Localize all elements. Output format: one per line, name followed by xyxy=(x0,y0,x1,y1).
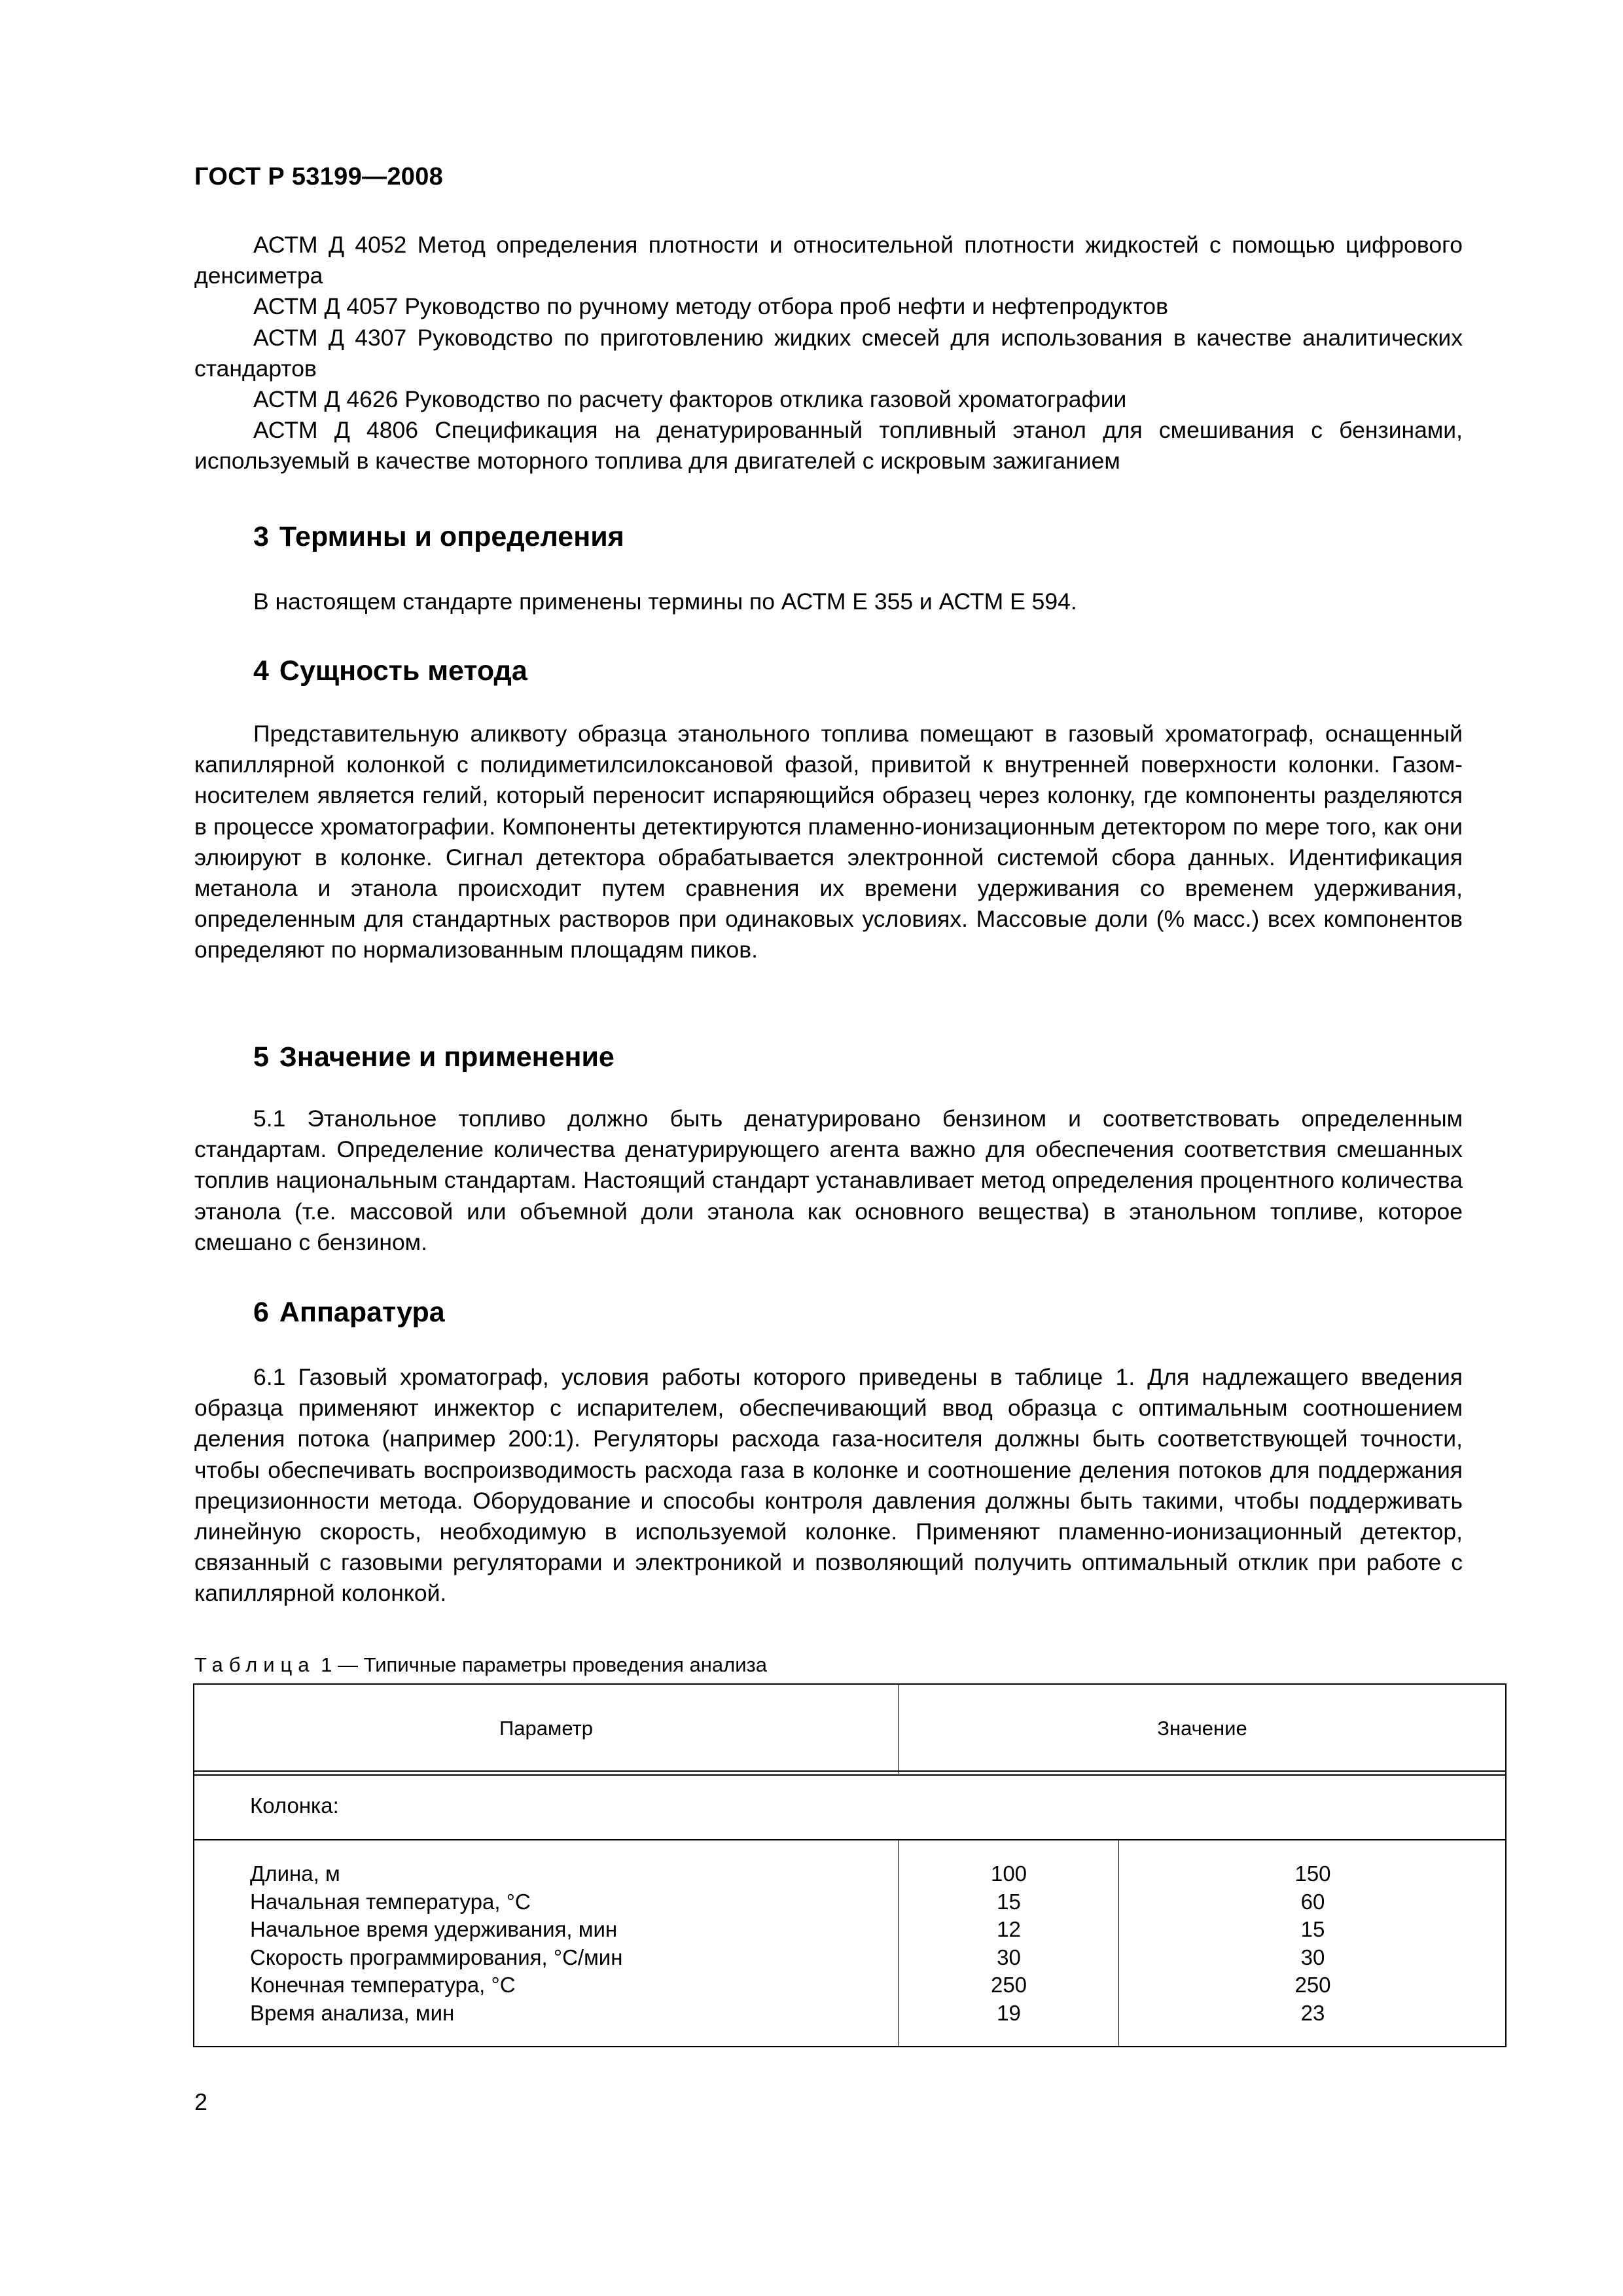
reference-item: АСТМ Д 4806 Спецификация на денатурированный топливный этанол для смешивания с бензинами, используемый в качестве моторного топлива для двигателей с искровым зажиганием xyxy=(194,417,1463,475)
table-cell-value: 250 xyxy=(1294,1973,1331,1997)
table-cell-param: Начальное время удерживания, мин xyxy=(250,1917,618,1941)
table-cell-value: 19 xyxy=(997,2000,1021,2025)
section-3-body xyxy=(194,586,1463,617)
section-6-body xyxy=(194,1362,1463,1609)
reference-item: АСТМ Д 4626 Руководство по расчету факторов отклика газовой хроматографии xyxy=(253,386,1127,413)
table-header-parameter: Параметр xyxy=(499,1716,593,1740)
table-cell-value: 12 xyxy=(997,1917,1021,1941)
normative-references xyxy=(194,230,1463,477)
table-cell-value: 100 xyxy=(990,1861,1027,1886)
table-caption xyxy=(194,1652,767,1678)
reference-item: АСТМ Д 4057 Руководство по ручному методу отбора проб нефти и нефтепродуктов xyxy=(253,293,1168,320)
section-number: 3 xyxy=(253,521,269,552)
table-cell-value: 30 xyxy=(997,1945,1021,1969)
header-column-divider xyxy=(898,1685,899,1774)
table-value-column-1 xyxy=(899,1860,1118,2027)
table-cell-value: 15 xyxy=(997,1889,1021,1914)
table-cell-param: Скорость программирования, °С/мин xyxy=(250,1945,623,1969)
section-5-heading xyxy=(253,1041,615,1073)
section-number: 6 xyxy=(253,1297,269,1328)
section-title: Аппаратура xyxy=(279,1297,445,1328)
section-5-body xyxy=(194,1103,1463,1258)
section-number: 5 xyxy=(253,1041,269,1073)
table-header-value: Значение xyxy=(1157,1716,1247,1740)
section-title: Термины и определения xyxy=(279,521,624,552)
table-cell-value: 60 xyxy=(1300,1889,1325,1914)
table-group-label: Колонка: xyxy=(250,1793,339,1818)
section-3-heading xyxy=(253,520,624,553)
paragraph: 6.1 Газовый хроматограф, условия работы которого приведены в таблице 1. Для надлежащего введения образца применяют инжектор с испарителем, обеспечивающий ввод образца с оптимальным соотношением деления потока (например 200:1). Регуляторы расхода газа-носителя должны быть соответствующей точности, чтобы обеспечивать воспроизводимость расхода газа в колонке и соотношение деления потоков для поддержания прецизионности метода. Оборудование и способы контроля давления должны быть такими, чтобы поддерживать линейную скорость, необходимую в используемой колонке. Применяют пламенно-ионизационный детектор, связанный с газовыми регуляторами и электроникой и позволяющий получить оптимальный отклик при работе с капиллярной колонкой. xyxy=(194,1364,1463,1607)
section-4-body xyxy=(194,719,1463,966)
table-cell-value: 15 xyxy=(1300,1917,1325,1941)
body-column-divider xyxy=(898,1840,899,2046)
paragraph: Представительную аликвоту образца этанольного топлива помещают в газовый хроматограф, оснащенный капиллярной колонкой с полидиметилсилоксановой фазой, привитой к внутренней поверхности колонки. Газом-носителем является гелий, который переносит испаряющийся образец через колонку, где компоненты разделяются в процессе хроматографии. Компоненты детектируются пламенно-ионизационным детектором по мере того, как они элюируют в колонке. Сигнал детектора обрабатывается электронной системой сбора данных. Идентификация метанола и этанола происходит путем сравнения их времени удерживания со временем удерживания, определенным для стандартных растворов при одинаковых условиях. Массовые доли (% масс.) всех компонентов определяют по нормализованным площадям пиков. xyxy=(194,721,1463,963)
table-cell-value: 30 xyxy=(1300,1945,1325,1969)
body-column-divider xyxy=(1118,1840,1119,2046)
table-cell-value: 150 xyxy=(1294,1861,1331,1886)
document-header: ГОСТ Р 53199—2008 xyxy=(194,163,444,190)
section-number: 4 xyxy=(253,655,269,687)
paragraph: В настоящем стандарте применены термины по АСТМ Е 355 и АСТМ Е 594. xyxy=(253,588,1077,615)
table-value-column-2 xyxy=(1120,1860,1506,2027)
table-cell-param: Длина, м xyxy=(250,1861,340,1886)
table-cell-param: Конечная температура, °С xyxy=(250,1973,516,1997)
table-parameter-column xyxy=(250,1860,622,2027)
page-number: 2 xyxy=(194,2089,208,2115)
section-title: Значение и применение xyxy=(279,1041,615,1073)
table-caption-label: Таблица xyxy=(194,1653,315,1676)
section-6-heading xyxy=(253,1296,445,1329)
reference-item: АСТМ Д 4052 Метод определения плотности и относительной плотности жидкостей с помощью цифрового денсиметра xyxy=(194,232,1463,289)
table-cell-value: 250 xyxy=(990,1973,1027,1997)
table-cell-value: 23 xyxy=(1300,2000,1325,2025)
parameters-table xyxy=(193,1683,1507,2047)
table-group-row xyxy=(194,1776,1505,1840)
section-title: Сущность метода xyxy=(279,655,527,687)
section-4-heading xyxy=(253,655,527,687)
table-caption-title: 1 — Типичные параметры проведения анализа xyxy=(315,1653,767,1676)
table-cell-param: Время анализа, мин xyxy=(250,2000,455,2025)
reference-item: АСТМ Д 4307 Руководство по приготовлению жидких смесей для использования в качестве аналитических стандартов xyxy=(194,324,1463,382)
table-cell-param: Начальная температура, °С xyxy=(250,1889,531,1914)
paragraph: 5.1 Этанольное топливо должно быть денатурировано бензином и соответствовать определенным стандартам. Определение количества денатурирующего агента важно для обеспечения соответствия смешанных топлив национальным стандартам. Настоящий стандарт устанавливает метод определения процентного количества этанола (т.е. массовой или объемной доли этанола как основного вещества) в этанольном топливе, которое смешано с бензином. xyxy=(194,1105,1463,1255)
